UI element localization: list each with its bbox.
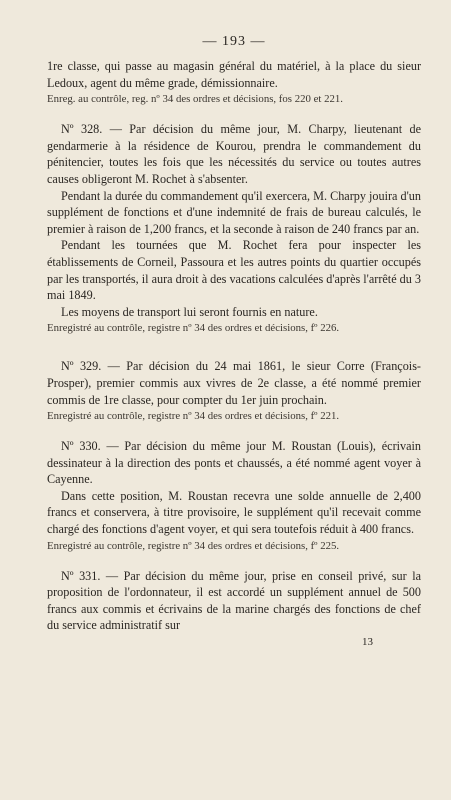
decision-328-text: Nº 328. — Par décision du même jour, M. Charpy, lieutenant de gendarmerie à la résidence de Kourou, prendra le commandement du pénitencier, toutes les fois que les nécessités du service ou toutes autres causes obligeront M. Rochet à s'absenter. xyxy=(47,122,421,186)
intro-paragraph: 1re classe, qui passe au magasin général du matériel, à la place du sieur Ledoux, agent du même grade, démissionnaire. xyxy=(47,59,421,90)
signature-mark: 13 xyxy=(362,636,373,649)
decision-329-text: Nº 329. — Par décision du 24 mai 1861, le sieur Corre (François-Prosper), premier commis aux vivres de 2e classe, a été nommé premier commis de 1re classe, pour compter du 1er juin prochain. xyxy=(47,359,421,407)
page-number: — 193 — xyxy=(202,34,266,49)
intro-registration: Enreg. au contrôle, reg. nº 34 des ordres et décisions, fos 220 et 221. xyxy=(47,93,343,106)
decision-328-registration: Enregistré au contrôle, registre nº 34 des ordres et décisions, fº 226. xyxy=(47,322,340,335)
decision-328-indemnity: Pendant la durée du commandement qu'il exercera, M. Charpy jouira d'un supplément de fonctions et d'une indemnité de frais de bureau calculés, le premier à raison de 1,200 francs, et la seconde à raison de 240 francs par an. xyxy=(47,188,421,236)
decision-328-tours: Pendant les tournées que M. Rochet fera pour inspecter les établissements de Corneil, Passoura et les autres points du quartier occupés par les transportés, il aura droit à des vacations calculées d'après l'arrêté du 3 mai 1849. xyxy=(47,238,421,303)
decision-329-registration: Enregistré au contrôle, registre nº 34 des ordres et décisions, fº 221. xyxy=(47,410,340,423)
decision-328-transport: Les moyens de transport lui seront fournis en nature. xyxy=(61,304,318,319)
decision-330-position: Dans cette position, M. Roustan recevra une solde annuelle de 2,400 francs et conservera, à titre provisoire, le supplément qu'il recevait comme chargé des fonctions d'agent voyer, et qui sera toutefois réduit à 400 francs. xyxy=(47,488,421,537)
decision-330-text: Nº 330. — Par décision du même jour M. Roustan (Louis), écrivain dessinateur à la direction des ponts et chaussés, a été nommé agent voyer à Cayenne. xyxy=(47,439,421,487)
decision-331-text: Nº 331. — Par décision du même jour, prise en conseil privé, sur la proposition de l'ordonnateur, il est accordé un supplément annuel de 500 francs aux commis et écrivains de la marine chargés des fonctions de chef du service administratif sur xyxy=(47,568,421,633)
decision-330-registration: Enregistré au contrôle, registre nº 34 des ordres et décisions, fº 225. xyxy=(47,539,340,552)
